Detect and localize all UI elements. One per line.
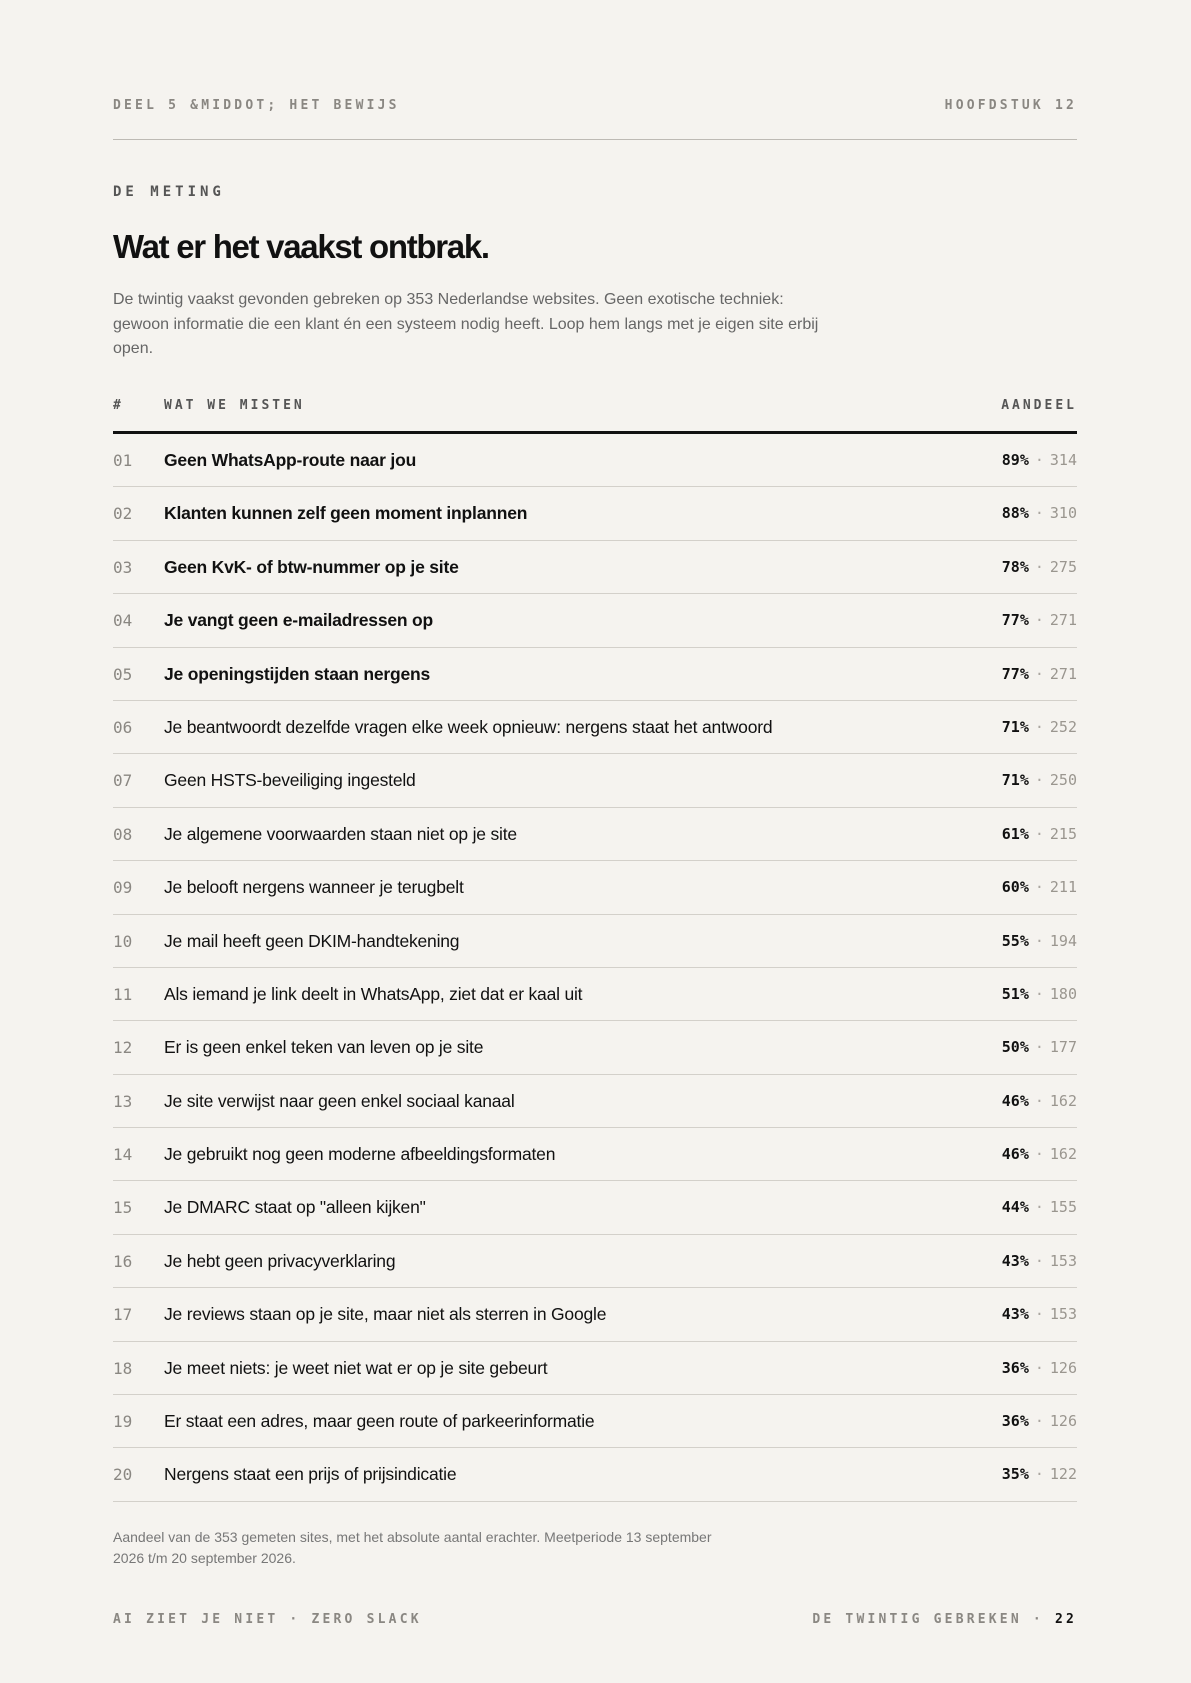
table-row: [113, 1021, 1077, 1074]
table-row: [113, 434, 1077, 487]
row-percentage: 78%: [1001, 557, 1029, 576]
section-eyebrow: DE METING: [113, 184, 225, 200]
row-label: Je belooft nergens wanneer je terugbelt: [164, 877, 464, 898]
table-row: [113, 754, 1077, 807]
row-count: 275: [1049, 557, 1077, 576]
table-row: [113, 808, 1077, 861]
row-percentage: 36%: [1001, 1412, 1029, 1431]
table-row: [113, 968, 1077, 1021]
row-count: 155: [1049, 1198, 1077, 1217]
row-label: Je meet niets: je weet niet wat er op je site gebeurt: [164, 1357, 548, 1378]
row-count: 126: [1049, 1358, 1077, 1377]
row-share: [1002, 718, 1077, 736]
row-separator: ·: [1034, 611, 1044, 630]
row-count: 180: [1049, 984, 1077, 1003]
table-row: [113, 648, 1077, 701]
row-percentage: 46%: [1001, 1145, 1029, 1164]
row-label: Je vangt geen e-mailadressen op: [164, 610, 434, 631]
footer-right: [812, 1612, 1077, 1627]
row-count: 271: [1049, 664, 1077, 683]
row-share: [1002, 451, 1077, 469]
row-label: Er is geen enkel teken van leven op je site: [164, 1037, 484, 1058]
row-separator: ·: [1034, 504, 1044, 523]
row-label: Geen HSTS-beveiliging ingesteld: [164, 770, 416, 791]
running-header-left: DEEL 5 &MIDDOT; HET BEWIJS: [113, 98, 400, 113]
row-number: 10: [113, 931, 133, 951]
row-share: [1002, 825, 1077, 843]
row-label: Klanten kunnen zelf geen moment inplannen: [164, 503, 528, 524]
table-row: [113, 1288, 1077, 1341]
row-number: 08: [113, 824, 133, 844]
row-separator: ·: [1034, 878, 1044, 897]
row-label: Als iemand je link deelt in WhatsApp, ziet dat er kaal uit: [164, 983, 583, 1004]
row-count: 126: [1049, 1412, 1077, 1431]
row-count: 153: [1049, 1251, 1077, 1270]
row-percentage: 43%: [1001, 1305, 1029, 1324]
row-count: 211: [1049, 878, 1077, 897]
footer-left: AI ZIET JE NIET · ZERO SLACK: [113, 1612, 422, 1627]
row-number: 05: [113, 664, 133, 684]
column-header-number: #: [113, 398, 124, 413]
row-label: Je reviews staan op je site, maar niet als sterren in Google: [164, 1304, 607, 1325]
row-count: 194: [1049, 931, 1077, 950]
table-row: [113, 701, 1077, 754]
row-share: [1002, 932, 1077, 950]
row-separator: ·: [1034, 1305, 1044, 1324]
row-number: 18: [113, 1358, 133, 1378]
row-label: Geen KvK- of btw-nummer op je site: [164, 556, 459, 577]
row-separator: ·: [1034, 1038, 1044, 1057]
row-count: 177: [1049, 1038, 1077, 1057]
row-separator: ·: [1034, 664, 1044, 683]
row-percentage: 55%: [1001, 931, 1029, 950]
row-label: Je algemene voorwaarden staan niet op je site: [164, 823, 517, 844]
row-share: [1002, 1412, 1077, 1430]
running-header-right: HOOFDSTUK 12: [944, 98, 1077, 113]
row-percentage: 43%: [1001, 1251, 1029, 1270]
row-number: 20: [113, 1465, 133, 1485]
table-row: [113, 541, 1077, 594]
row-separator: ·: [1034, 717, 1044, 736]
table-row: [113, 1075, 1077, 1128]
row-count: 162: [1049, 1091, 1077, 1110]
row-number: 02: [113, 504, 133, 524]
table-row: [113, 1448, 1077, 1501]
row-label: Geen WhatsApp-route naar jou: [164, 450, 417, 470]
footer-section-label: DE TWINTIG GEBREKEN ·: [812, 1612, 1044, 1627]
row-percentage: 35%: [1001, 1465, 1029, 1484]
defects-table: [113, 434, 1077, 1502]
row-count: 271: [1049, 611, 1077, 630]
row-percentage: 71%: [1001, 771, 1029, 790]
row-number: 04: [113, 611, 133, 631]
row-share: [1002, 1038, 1077, 1056]
row-label: Je beantwoordt dezelfde vragen elke week opnieuw: nergens staat het antwoord: [164, 716, 773, 737]
row-percentage: 71%: [1001, 717, 1029, 736]
row-number: 16: [113, 1251, 133, 1271]
row-label: Nergens staat een prijs of prijsindicatie: [164, 1464, 457, 1485]
table-footnote: Aandeel van de 353 gemeten sites, met het absolute aantal erachter. Meetperiode 13 september 2026 t/m 20 september 2026.: [113, 1529, 712, 1566]
row-separator: ·: [1034, 1251, 1044, 1270]
row-count: 162: [1049, 1145, 1077, 1164]
row-percentage: 61%: [1001, 824, 1029, 843]
row-percentage: 36%: [1001, 1358, 1029, 1377]
table-row: [113, 1181, 1077, 1234]
table-row: [113, 594, 1077, 647]
table-row: [113, 861, 1077, 914]
row-number: 12: [113, 1038, 133, 1058]
row-number: 09: [113, 878, 133, 898]
row-share: [1002, 1145, 1077, 1163]
row-separator: ·: [1034, 1358, 1044, 1377]
row-number: 11: [113, 984, 133, 1004]
row-share: [1002, 1092, 1077, 1110]
column-header-share: AANDEEL: [1001, 398, 1077, 413]
row-percentage: 51%: [1001, 984, 1029, 1003]
row-label: Je gebruikt nog geen moderne afbeeldingsformaten: [164, 1144, 556, 1165]
row-share: [1002, 1465, 1077, 1483]
row-separator: ·: [1034, 984, 1044, 1003]
row-label: Je DMARC staat op "alleen kijken": [164, 1197, 426, 1218]
row-share: [1002, 1252, 1077, 1270]
row-count: 252: [1049, 717, 1077, 736]
row-number: 03: [113, 557, 133, 577]
running-footer: [113, 1612, 1077, 1627]
intro-paragraph: De twintig vaakst gevonden gebreken op 353 Nederlandse websites. Geen exotische techniek: gewoon informatie die een klant én een systeem nodig heeft. Loop hem langs met je eigen site erbij open.: [113, 291, 819, 357]
row-percentage: 46%: [1001, 1091, 1029, 1110]
row-share: [1002, 558, 1077, 576]
row-separator: ·: [1034, 1198, 1044, 1217]
table-row: [113, 1128, 1077, 1181]
row-number: 17: [113, 1305, 133, 1325]
row-percentage: 77%: [1001, 664, 1029, 683]
row-separator: ·: [1034, 824, 1044, 843]
row-label: Je hebt geen privacyverklaring: [164, 1250, 396, 1271]
page-number: 22: [1054, 1612, 1077, 1627]
row-separator: ·: [1034, 931, 1044, 950]
row-separator: ·: [1034, 1465, 1044, 1484]
row-count: 215: [1049, 824, 1077, 843]
row-share: [1002, 611, 1077, 629]
row-share: [1002, 504, 1077, 522]
row-separator: ·: [1034, 1145, 1044, 1164]
table-row: [113, 1342, 1077, 1395]
table-row: [113, 915, 1077, 968]
row-separator: ·: [1034, 451, 1044, 469]
row-number: 07: [113, 771, 133, 791]
row-count: 153: [1049, 1305, 1077, 1324]
table-row: [113, 1395, 1077, 1448]
row-share: [1002, 878, 1077, 896]
row-percentage: 44%: [1001, 1198, 1029, 1217]
row-count: 122: [1049, 1465, 1077, 1484]
row-number: 01: [113, 451, 133, 470]
header-divider: [113, 139, 1077, 140]
row-label: Er staat een adres, maar geen route of parkeerinformatie: [164, 1411, 595, 1432]
table-row: [113, 1235, 1077, 1288]
row-label: Je openingstijden staan nergens: [164, 663, 431, 684]
row-label: Je site verwijst naar geen enkel sociaal kanaal: [164, 1090, 515, 1111]
row-share: [1002, 1359, 1077, 1377]
row-count: 314: [1049, 451, 1077, 469]
row-number: 14: [113, 1145, 133, 1165]
row-share: [1002, 665, 1077, 683]
row-percentage: 88%: [1001, 504, 1029, 523]
row-percentage: 60%: [1001, 878, 1029, 897]
page: [113, 0, 1077, 1683]
row-percentage: 50%: [1001, 1038, 1029, 1057]
row-percentage: 89%: [1001, 451, 1029, 469]
table-header: [113, 398, 1077, 418]
row-number: 19: [113, 1412, 133, 1432]
row-separator: ·: [1034, 771, 1044, 790]
running-header: [113, 98, 1077, 113]
page-title: Wat er het vaakst ontbrak.: [113, 228, 489, 265]
row-share: [1002, 985, 1077, 1003]
row-share: [1002, 771, 1077, 789]
row-percentage: 77%: [1001, 611, 1029, 630]
row-separator: ·: [1034, 1412, 1044, 1431]
column-header-label: WAT WE MISTEN: [164, 398, 305, 413]
row-number: 15: [113, 1198, 133, 1218]
row-share: [1002, 1198, 1077, 1216]
row-separator: ·: [1034, 557, 1044, 576]
row-share: [1002, 1305, 1077, 1323]
row-number: 06: [113, 717, 133, 737]
row-count: 310: [1049, 504, 1077, 523]
row-label: Je mail heeft geen DKIM-handtekening: [164, 930, 460, 951]
row-number: 13: [113, 1091, 133, 1111]
row-separator: ·: [1034, 1091, 1044, 1110]
row-count: 250: [1049, 771, 1077, 790]
table-row: [113, 487, 1077, 540]
